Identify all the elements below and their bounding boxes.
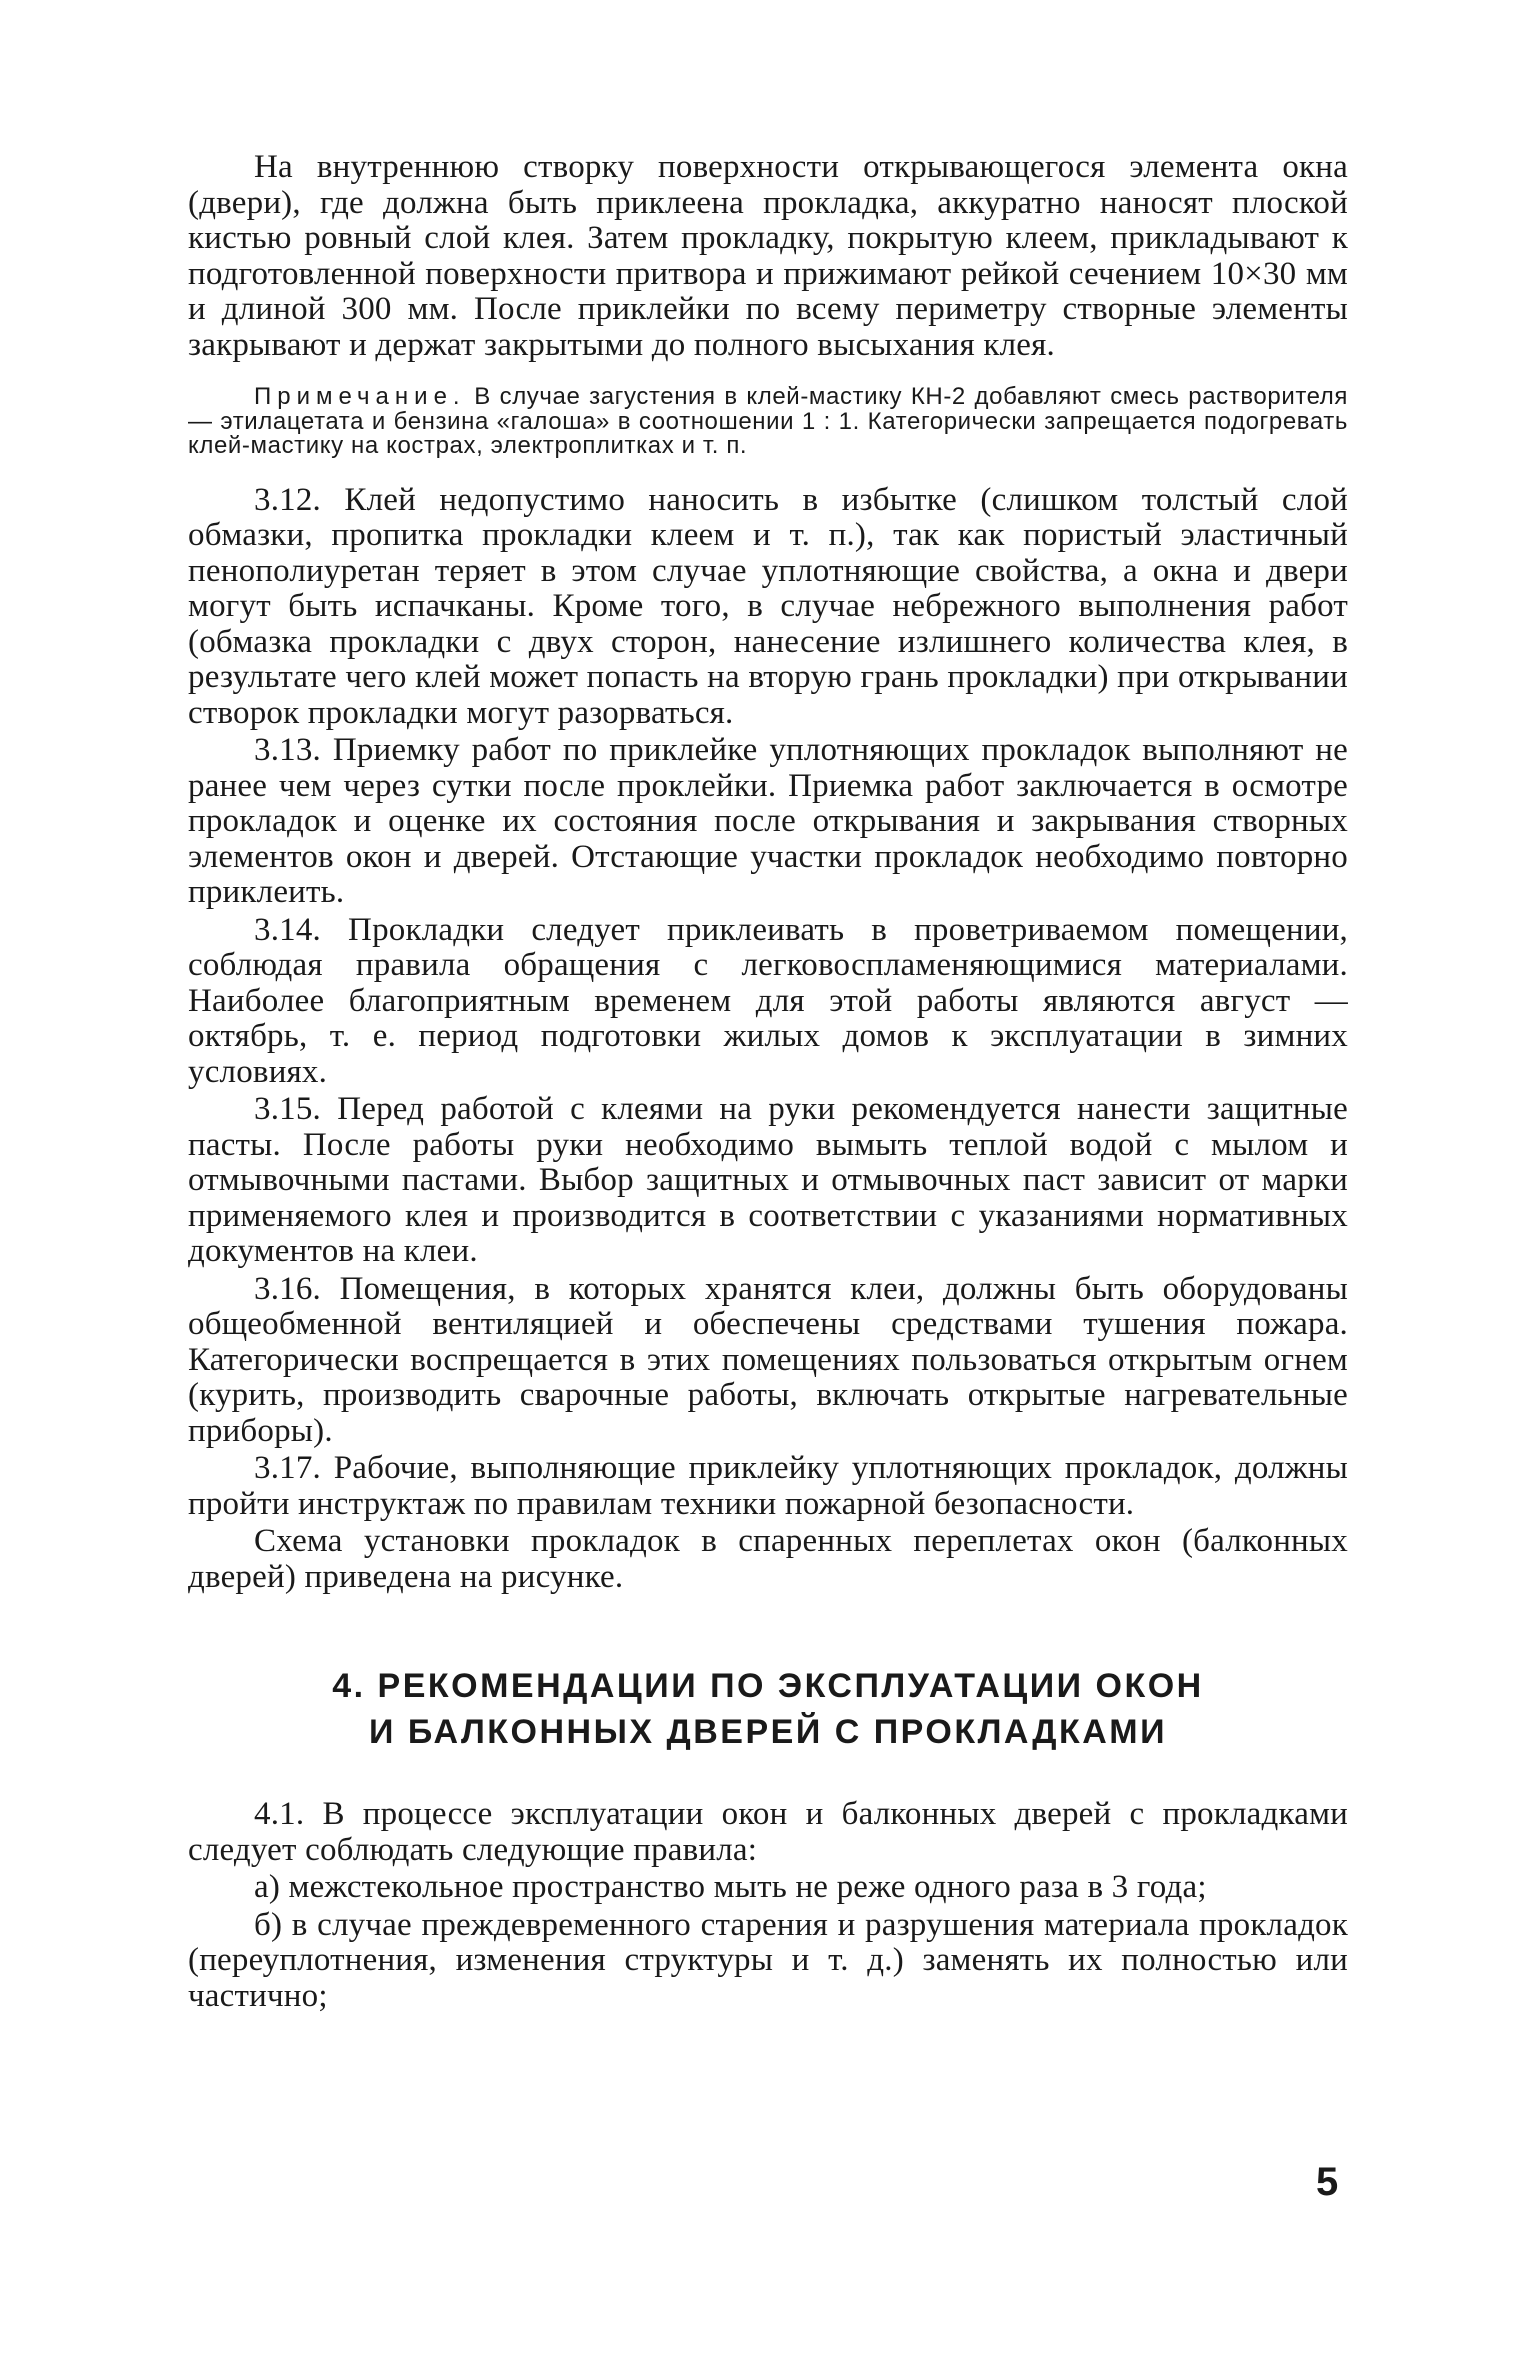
clause-number: 3.13. [254,732,321,768]
clause-number: 3.17. [254,1450,321,1486]
paragraph-3-16 [188,1272,1348,1450]
clause-text: Рабочие, выполняющие приклейку уплотняющих прокладок, должны пройти инструктаж по правилам техники пожарной безопасности. [188,1450,1349,1522]
section-heading [188,1663,1348,1755]
paragraph-3-14 [188,913,1348,1091]
document-page [188,150,1348,2014]
clause-number: 3.12. [254,481,321,518]
paragraph-3-13 [188,733,1348,911]
section-heading-line-1: 4. РЕКОМЕНДАЦИИ ПО ЭКСПЛУАТАЦИИ ОКОН [332,1667,1204,1705]
clause-text: В процессе эксплуатации окон и балконных дверей с прокладками следует соблюдать следующие правила: [188,1796,1349,1868]
clause-text: Перед работой с клеями на руки рекомендуется нанести защитные пасты. После работы руки необходимо вымыть теплой водой с мылом и отмывочными пастами. Выбор защитных и отмывочных паст зависит от марки применяемого клея и производится в соответствии с указаниями нормативных документов на клеи. [188,1091,1348,1269]
clause-number: 3.16. [254,1270,321,1307]
clause-number: 3.14. [254,911,321,948]
paragraph-3-12 [188,483,1348,732]
clause-text: Приемку работ по приклейке уплотняющих прокладок выполняют не ранее чем через сутки после проклейки. Приемка работ заключается в осмотре прокладок и оценке их состояния после открывания и закрывания створных элементов окон и дверей. Отстающие участки прокладок необходимо повторно приклеить. [188,732,1348,910]
paragraph-3-15 [188,1092,1348,1270]
note-label: Примечание. [254,383,466,410]
intro-paragraph: На внутреннюю створку поверхности открывающегося элемента окна (двери), где должна быть приклеена прокладка, аккуратно наносят плоской кистью ровный слой клея. Затем прокладку, покрытую клеем, прикладывают к подготовленной поверхности притвора и прижимают рейкой сечением 10×30 мм и длиной 300 мм. После приклейки по всему периметру створные элементы закрывают и держат закрытыми до полного высыхания клея. [188,149,1348,363]
page-number: 5 [1316,2160,1339,2204]
clause-text: Клей недопустимо наносить в избытке (слишком толстый слой обмазки, пропитка прокладки клеем и т. п.), так как пористый эластичный пенополиуретан теряет в этом случае уплотняющие свойства, а окна и двери могут быть испачканы. Кроме того, в случае небрежного выполнения работ (обмазка прокладки с двух сторон, нанесение излишнего количества клея, в результате чего клей может попасть на вторую грань прокладки) при открывании створок прокладки могут разорваться. [188,481,1348,731]
paragraph-3-17 [188,1451,1348,1522]
list-item-a: а) межстекольное пространство мыть не реже одного раза в 3 года; [254,1869,1207,1905]
clause-number: 3.15. [254,1091,321,1127]
note-paragraph [188,385,1348,459]
clause-text: Помещения, в которых хранятся клеи, должны быть оборудованы общеобменной вентиляцией и обеспечены средствами тушения пожара. Категорически воспрещается в этих помещениях пользоваться открытым огнем (курить, производить сварочные работы, включать открытые нагревательные приборы). [188,1270,1348,1449]
scheme-paragraph: Схема установки прокладок в спаренных переплетах окон (балконных дверей) приведена на рисунке. [188,1523,1348,1595]
paragraph-4-1 [188,1797,1348,1868]
list-item-b: б) в случае преждевременного старения и разрушения материала прокладок (переуплотнения, изменения структуры и т. д.) заменять их полностью или частично; [188,1906,1348,2014]
section-heading-line-2: И БАЛКОННЫХ ДВЕРЕЙ С ПРОКЛАДКАМИ [368,1713,1168,1751]
clause-number: 4.1. [254,1796,305,1832]
note-text: В случае загустения в клей-мастику КН-2 добавляют смесь растворителя — этилацетата и бензина «галоша» в соотношении 1 : 1. Категорически запрещается подогревать клей-мастику на кострах, электроплитках и т. п. [188,383,1348,459]
clause-text: Прокладки следует приклеивать в проветриваемом помещении, соблюдая правила обращения с легковоспламеняющимися материалами. Наиболее благоприятным временем для этой работы являются август — октябрь, т. е. период подготовки жилых домов к эксплуатации в зимних условиях. [188,911,1348,1090]
